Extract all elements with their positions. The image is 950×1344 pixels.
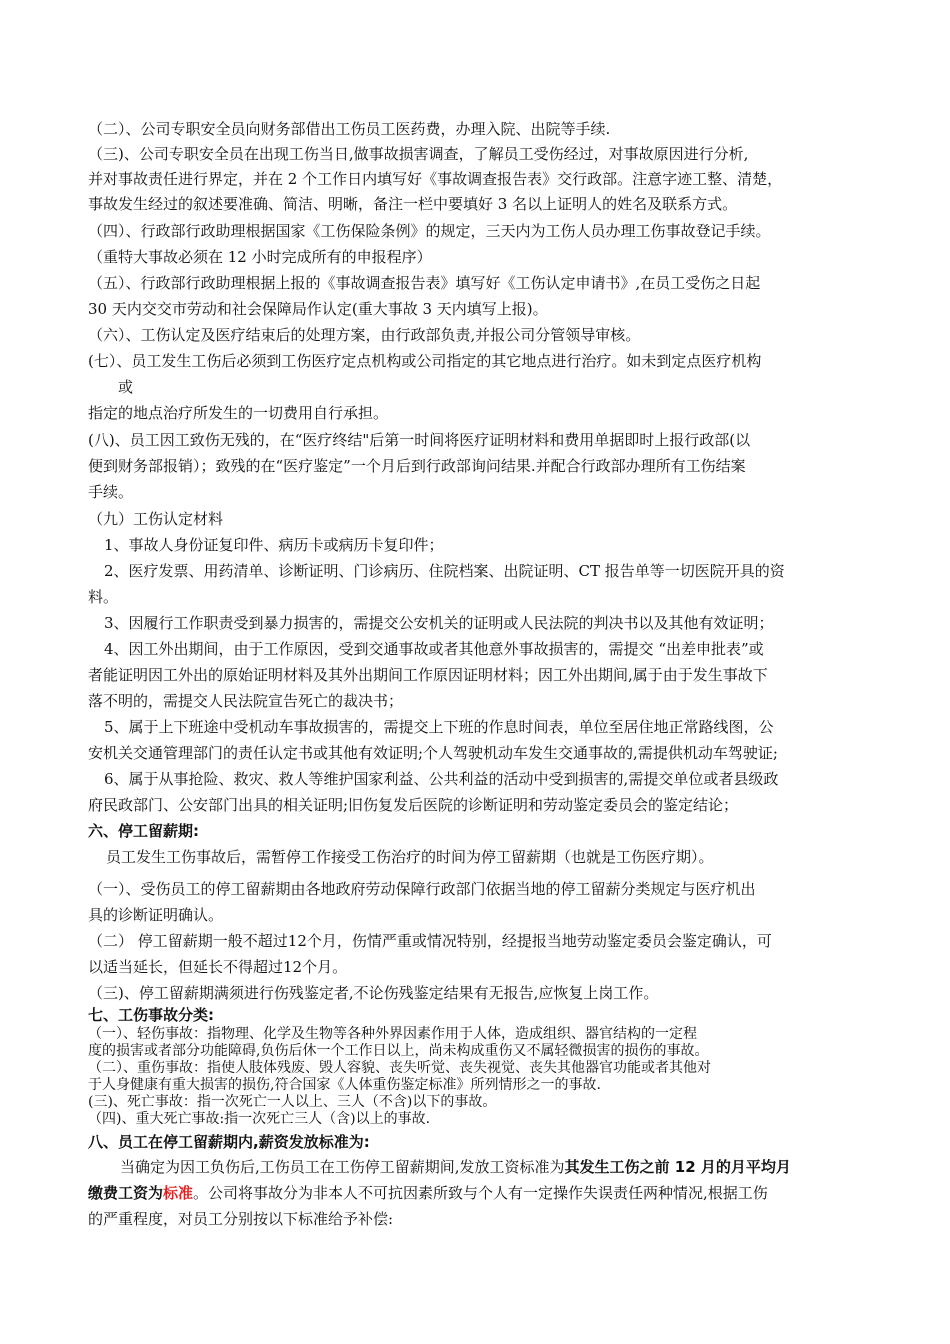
item-7-line-2: 或	[118, 378, 134, 396]
item-3-line-1: （三)、公司专职安全员在出现工伤当日,做事故损害调查，了解员工受伤经过，对事故原因进行分析,	[88, 145, 749, 163]
material-2-line-2: 料。	[88, 588, 119, 606]
section-6-p1-line-2: 具的诊断证明确认。	[88, 906, 224, 924]
section-6-p2-line-2: 以适当延长，但延长不得超过12个月。	[88, 958, 348, 976]
section-8-heading: 八、员工在停工留薪期内,薪资发放标准为:	[88, 1133, 370, 1151]
material-4-line-1: 4、因工外出期间，由于工作原因，受到交通事故或者其他意外事故损害的，需提交 “出差申批表”或	[104, 640, 764, 658]
item-7-line-3: 指定的地点治疗所发生的一切费用自行承担。	[88, 404, 389, 422]
section-8-line-2-red: 标准	[163, 1184, 194, 1202]
section-6-p3: （三)、停工留薪期满须进行伤残鉴定者,不论伤残鉴定结果有无报告,应恢复上岗工作。	[88, 984, 659, 1002]
item-3-line-2: 并对事故责任进行界定，并在 2 个工作日内填写好《事故调查报告表》交行政部。注意字迹工整、清楚，	[88, 170, 783, 188]
section-8-line-3: 的严重程度，对员工分别按以下标准给予补偿:	[88, 1210, 394, 1228]
material-5-line-2: 安机关交通管理部门的责任认定书或其他有效证明;个人驾驶机动车发生交通事故的,需提供机动车驾驶证;	[88, 744, 778, 762]
item-7-line-1: (七）、员工发生工伤后必须到工伤医疗定点机构或公司指定的其它地点进行治疗。如未到定点医疗机构	[88, 352, 762, 370]
section-7-c4: （四)、重大死亡事故:指一次死亡三人（含)以上的事故.	[88, 1111, 431, 1127]
item-5-line-1: （五）、行政部行政助理根据上报的《事故调查报告表》填写好《工伤认定申请书》,在员工受伤之日起	[88, 274, 761, 292]
material-5-line-1: 5、属于上下班途中受机动车事故损害的，需提交上下班的作息时间表，单位至居住地正常路线图，公	[104, 718, 774, 736]
section-7-heading: 七、工伤事故分类:	[88, 1006, 214, 1024]
material-6-line-2: 府民政部门、公安部门出具的相关证明;旧伤复发后医院的诊断证明和劳动鉴定委员会的鉴定结论；	[88, 796, 739, 814]
material-4-line-3: 落不明的，需提交人民法院宣告死亡的裁决书；	[88, 692, 404, 710]
item-2: （二）、公司专职安全员向财务部借出工伤员工医药费，办理入院、出院等手续.	[88, 120, 611, 138]
section-7-c2-line-1: （二）、重伤事故：指使人肢体残废、毁人容貌、丧失听觉、丧失视觉、丧失其他器官功能或者其他对	[88, 1060, 711, 1076]
section-8-line-1-bold: 其发生工伤之前 12 月的月平均月	[564, 1158, 791, 1176]
section-7-c1-line-1: （一）、轻伤事故：指物理、化学及生物等各种外界因素作用于人体，造成组织、器官结构的一定程	[88, 1026, 697, 1042]
item-6: （六）、工伤认定及医疗结束后的处理方案，由行政部负责,并报公司分管领导审核。	[88, 326, 641, 344]
section-6-intro: 员工发生工伤事故后，需暂停工作接受工伤治疗的时间为停工留薪期（也就是工伤医疗期）。	[106, 848, 714, 866]
section-6-heading: 六、停工留薪期:	[88, 822, 199, 840]
section-6-p1-line-1: （一）、受伤员工的停工留薪期由各地政府劳动保障行政部门依据当地的停工留薪分类规定与医疗机出	[88, 880, 756, 898]
item-9: （九）工伤认定材料	[88, 510, 224, 528]
item-4-line-2: （重特大事故必须在 12 小时完成所有的申报程序）	[88, 248, 432, 266]
section-8-line-2-bold: 缴费工资为	[88, 1184, 164, 1202]
material-3: 3、因履行工作职责受到暴力损害的，需提交公安机关的证明或人民法院的判决书以及其他有效证明；	[104, 614, 774, 632]
section-8-line-1	[120, 1158, 791, 1176]
section-7-c1-line-2: 度的损害或者部分功能障碍,负伤后休一个工作日以上，尚未构成重伤又不属轻微损害的损伤的事故。	[88, 1043, 709, 1059]
item-8-line-3: 手续。	[88, 483, 134, 501]
item-8-line-2: 便到财务部报销）；致残的在“医疗鉴定”一个月后到行政部询问结果.并配合行政部办理所有工伤结案	[88, 457, 746, 475]
item-8-line-1: (八)、员工因工致伤无残的，在“医疗终结"后第一时间将医疗证明材料和费用单据即时上报行政部(以	[88, 431, 751, 449]
material-1: 1、事故人身份证复印件、病历卡或病历卡复印件；	[104, 536, 444, 554]
section-8-line-2-text: 。公司将事故分为非本人不可抗因素所致与个人有一定操作失误责任两种情况,根据工伤	[193, 1184, 768, 1202]
section-6-p2-line-1: （二） 停工留薪期一般不超过12个月，伤情严重或情况特别，经提报当地劳动鉴定委员会鉴定确认，可	[88, 932, 772, 950]
material-6-line-1: 6、属于从事抢险、救灾、救人等维护国家利益、公共利益的活动中受到损害的,需提交单位或者县级政	[104, 770, 779, 788]
section-7-c2-line-2: 于人身健康有重大损害的损伤,符合国家《人体重伤鉴定标准》所列情形之一的事故.	[88, 1077, 601, 1093]
section-8-line-1-text: 当确定为因工负伤后,工伤员工在工伤停工留薪期间,发放工资标准为	[120, 1158, 565, 1176]
item-3-line-3: 事故发生经过的叙述要准确、简洁、明晰，备注一栏中要填好 3 名以上证明人的姓名及联系方式。	[88, 195, 738, 213]
item-4-line-1: （四）、行政部行政助理根据国家《工伤保险条例》的规定，三天内为工伤人员办理工伤事故登记手续。	[88, 222, 771, 240]
section-8-line-2	[88, 1184, 768, 1202]
material-4-line-2: 者能证明因工外出的原始证明材料及其外出期间工作原因证明材料；因工外出期间,属于由于发生事故下	[88, 666, 768, 684]
section-7-c3: (三)、死亡事故：指一次死亡一人以上、三人（不含)以下的事故。	[88, 1094, 497, 1110]
material-2-line-1: 2、医疗发票、用药清单、诊断证明、门诊病历、住院档案、出院证明、CT 报告单等一切医院开具的资	[104, 562, 785, 580]
item-5-line-2: 30 天内交交市劳动和社会保障局作认定(重大事故 3 天内填写上报)。	[88, 300, 548, 318]
